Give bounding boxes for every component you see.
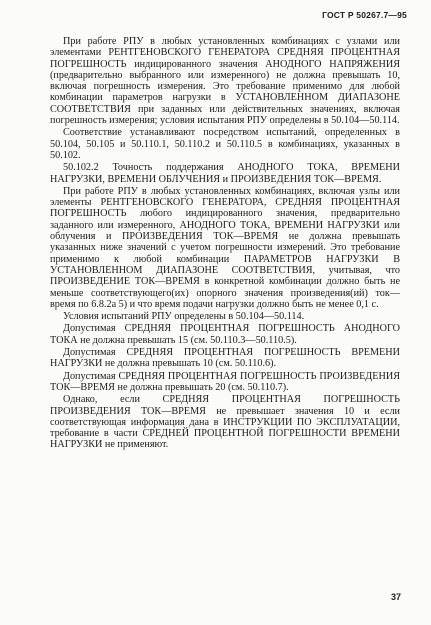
paragraph-loading-time-limit: Допустимая СРЕДНЯЯ ПРОЦЕНТНАЯ ПОГРЕШНОСТЬ ВРЕМЕНИ НАГРУЗКИ не должна превышать 10 (см. 50.110.6). xyxy=(50,347,400,370)
paragraph-voltage-accuracy: При работе РПУ в любых установленных комбинациях с узлами или элементами РЕНТГЕНОВСКОГО ГЕНЕРАТОРА СРЕДНЯЯ ПРОЦЕНТНАЯ ПОГРЕШНОСТЬ индицированного значения АНОДНОГО НАПРЯЖЕНИЯ (предварительно выбранного или измеренного) не должна превышать 10, включая погрешность измерения. Это требование применимо для любой комбинации параметров нагрузки в УСТАНОВЛЕННОМ ДИАПАЗОНЕ СООТВЕТСТВИЯ при заданных или действительных значениях, включая погрешность измерения; условия испытания РПУ определены в 50.104—50.114. xyxy=(50,36,400,127)
document-body xyxy=(50,36,400,452)
page-number: 37 xyxy=(390,592,401,602)
paragraph-exception: Однако, если СРЕДНЯЯ ПРОЦЕНТНАЯ ПОГРЕШНОСТЬ ПРОИЗВЕДЕНИЯ ТОК—ВРЕМЯ не превышает значения 10 и если соответствующая информация дана в ИНСТРУКЦИИ ПО ЭКСПЛУАТАЦИИ, требование в части СРЕДНЕЙ ПРОЦЕНТНОЙ ПОГРЕШНОСТИ ВРЕМЕНИ НАГРУЗКИ не применяют. xyxy=(50,394,400,451)
paragraph-test-conditions: Условия испытаний РПУ определены в 50.104—50.114. xyxy=(63,311,305,323)
paragraph-anode-current-limit: Допустимая СРЕДНЯЯ ПРОЦЕНТНАЯ ПОГРЕШНОСТЬ АНОДНОГО ТОКА не должна превышать 15 (см. 50.110.3—50.110.5). xyxy=(50,323,400,346)
paragraph-current-time-product-limit: Допустимая СРЕДНЯЯ ПРОЦЕНТНАЯ ПОГРЕШНОСТЬ ПРОИЗВЕДЕНИЯ ТОК—ВРЕМЯ не должна превышать 20 (см. 50.110.7). xyxy=(50,370,400,393)
paragraph-current-time-accuracy: При работе РПУ в любых установленных комбинациях, включая узлы или элементы РЕНТГЕНОВСКОГО ГЕНЕРАТОРА, СРЕДНЯЯ ПРОЦЕНТНАЯ ПОГРЕШНОСТЬ любого индицированного значения, предварительно заданного или измеренного, АНОДНОГО ТОКА, ВРЕМЕНИ НАГРУЗКИ или облучения и ПРОИЗВЕДЕНИЯ ТОК—ВРЕМЯ не должна превышать указанных ниже значений с учетом погрешности измерений. Это требование применимо к любой комбинации ПАРАМЕТРОВ НАГРУЗКИ В УСТАНОВЛЕННОМ ДИАПАЗОНЕ СООТВЕТСТВИЯ, учитывая, что ПРОИЗВЕДЕНИЕ ТОК—ВРЕМЯ в конкретной комбинации должно быть не меньше соответствующего(их) опорного значения произведения(ий) ток—время по 6.8.2а 5) и что время подачи нагрузки должно быть не менее 0,1 с. xyxy=(50,185,400,310)
clause-50-102-2-heading: 50.102.2 Точность поддержания АНОДНОГО ТОКА, ВРЕМЕНИ НАГРУЗКИ, ВРЕМЕНИ ОБЛУЧЕНИЯ и ПРОИЗВЕДЕНИЯ ТОК—ВРЕМЯ. xyxy=(50,162,400,185)
paragraph-voltage-compliance: Соответствие устанавливают посредством испытаний, определенных в 50.104, 50.105 и 50.110.1, 50.110.2 и 50.110.5 в комбинациях, указанных в 50.102. xyxy=(50,127,400,161)
document-header: ГОСТ Р 50267.7—95 xyxy=(322,10,407,20)
